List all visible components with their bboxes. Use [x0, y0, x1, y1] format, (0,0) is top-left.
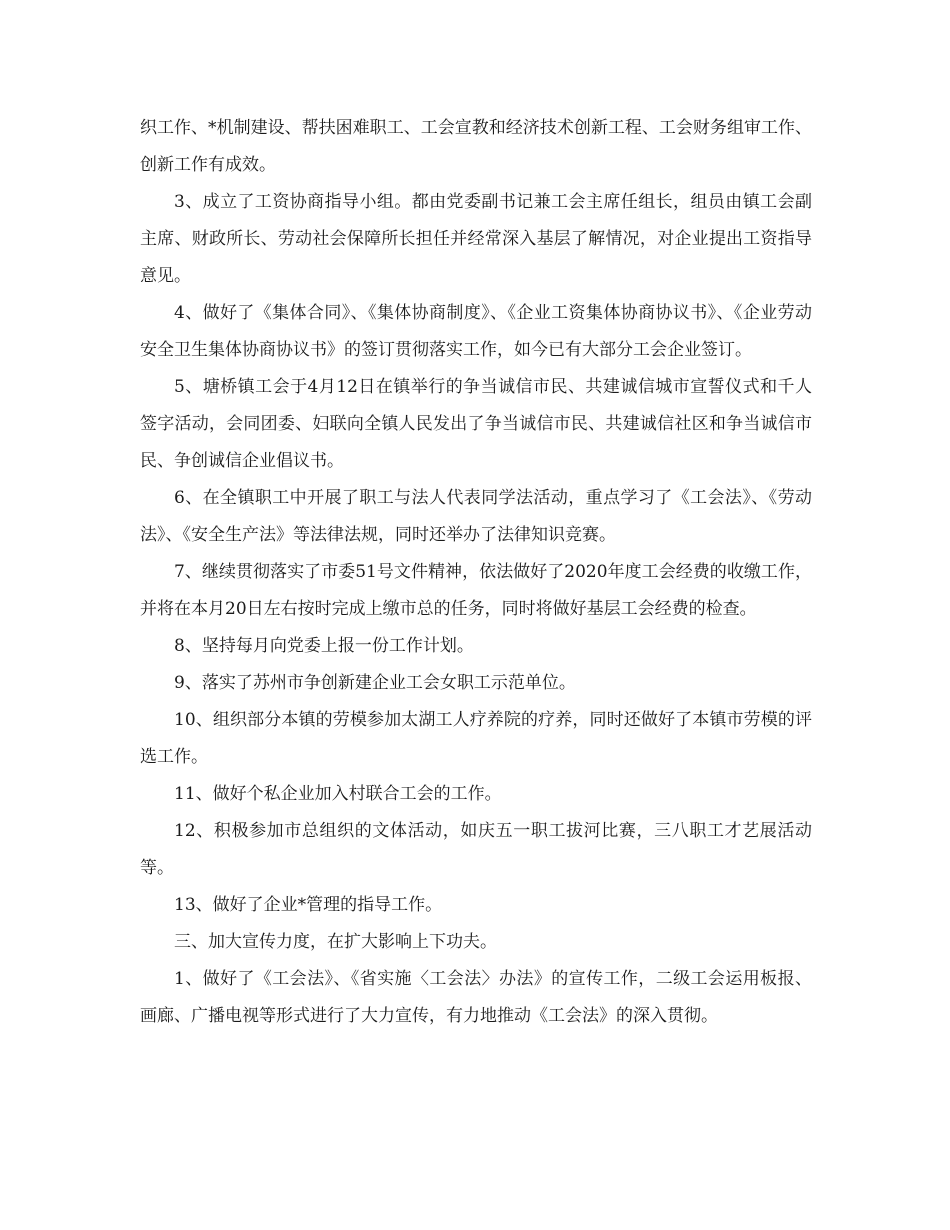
paragraph-item-13: 13、做好了企业*管理的指导工作。 — [174, 895, 443, 915]
paragraph-item-10: 10、组织部分本镇的劳模参加太湖工人疗养院的疗养，同时还做好了本镇市劳模的评选工作。 — [140, 710, 812, 767]
paragraph-item-6: 6、在全镇职工中开展了职工与法人代表同学法活动，重点学习了《工会法》、《劳动法》、《安全生产法》等法律法规，同时还举办了法律知识竞赛。 — [140, 488, 812, 545]
paragraph-continuation: 织工作、*机制建设、帮扶困难职工、工会宣教和经济技术创新工程、工会财务组审工作、创新工作有成效。 — [140, 118, 812, 175]
paragraph-item-4: 4、做好了《集体合同》、《集体协商制度》、《企业工资集体协商协议书》、《企业劳动安全卫生集体协商协议书》的签订贯彻落实工作，如今已有大部分工会企业签订。 — [140, 303, 812, 360]
paragraph-item-7: 7、继续贯彻落实了市委51号文件精神，依法做好了2020年度工会经费的收缴工作，并将在本月20日左右按时完成上缴市总的任务，同时将做好基层工会经费的检查。 — [140, 562, 812, 619]
paragraph-item-11: 11、做好个私企业加入村联合工会的工作。 — [174, 784, 502, 804]
paragraph-section3-item-1: 1、做好了《工会法》、《省实施〈工会法〉办法》的宣传工作，二级工会运用板报、画廊、广播电视等形式进行了大力宣传，有力地推动《工会法》的深入贯彻。 — [140, 969, 812, 1026]
section-heading-3: 三、加大宣传力度，在扩大影响上下功夫。 — [174, 932, 497, 952]
paragraph-item-3: 3、成立了工资协商指导小组。都由党委副书记兼工会主席任组长，组员由镇工会副主席、财政所长、劳动社会保障所长担任并经常深入基层了解情况，对企业提出工资指导意见。 — [140, 192, 812, 286]
document-body — [140, 110, 812, 1035]
paragraph-item-9: 9、落实了苏州市争创新建企业工会女职工示范单位。 — [174, 673, 576, 693]
paragraph-item-12: 12、积极参加市总组织的文体活动，如庆五一职工拔河比赛，三八职工才艺展活动等。 — [140, 821, 812, 878]
paragraph-item-5: 5、塘桥镇工会于4月12日在镇举行的争当诚信市民、共建诚信城市宣誓仪式和千人签字活动，会同团委、妇联向全镇人民发出了争当诚信市民、共建诚信社区和争当诚信市民、争创诚信企业倡议书。 — [140, 377, 812, 471]
paragraph-item-8: 8、坚持每月向党委上报一份工作计划。 — [174, 636, 474, 656]
